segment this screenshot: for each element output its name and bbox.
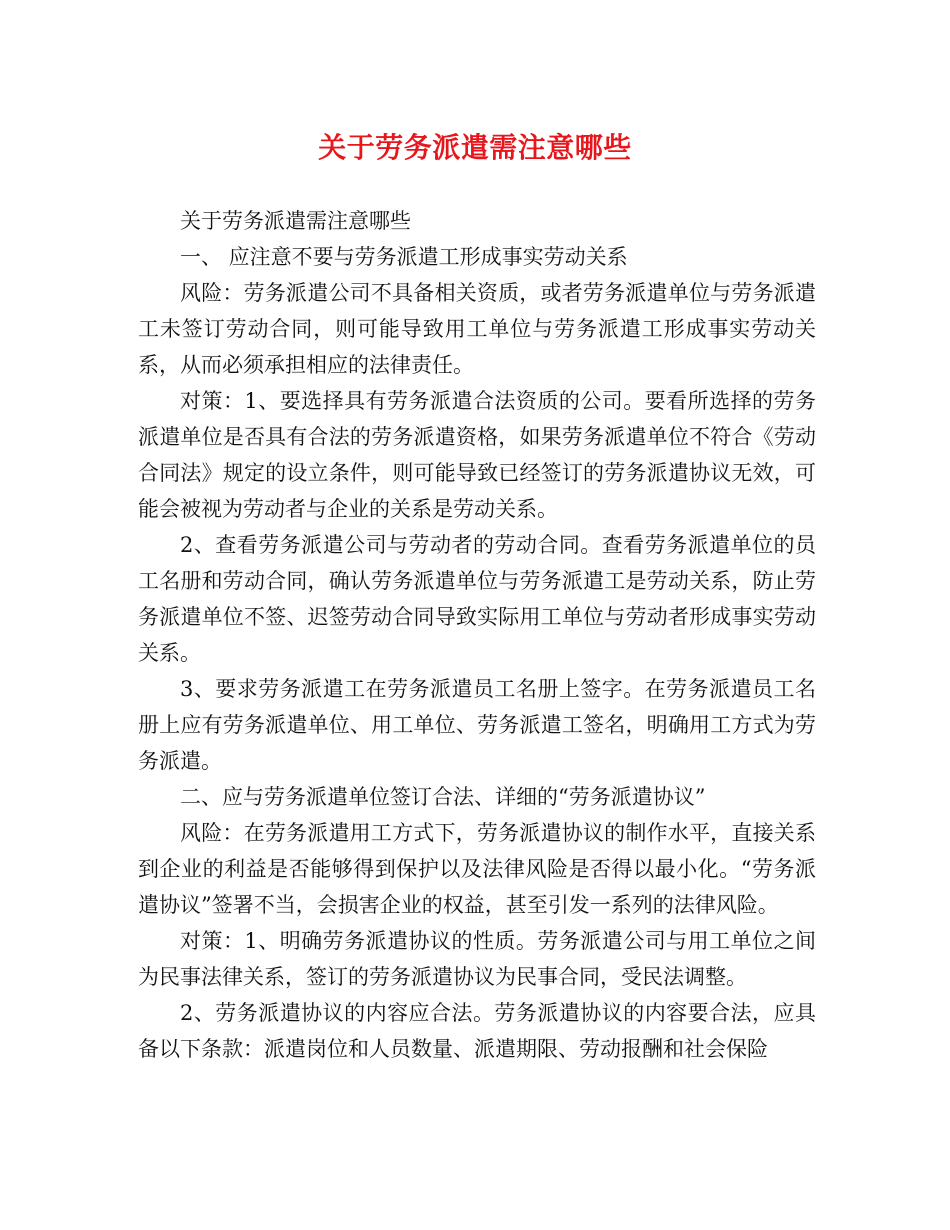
paragraph-section-2-heading: 二、应与劳务派遣单位签订合法、详细的“劳务派遣协议” <box>180 785 706 809</box>
paragraph-section-2-measure-1: 对策：1、明确劳务派遣协议的性质。劳务派遣公司与用工单位之间为民事法律关系，签订的劳务派遣协议为民事合同，受民法调整。 <box>138 929 816 989</box>
paragraph-section-1-measure-2: 2、查看劳务派遣公司与劳动者的劳动合同。查看劳务派遣单位的员工名册和劳动合同，确认劳务派遣单位与劳务派遣工是劳动关系，防止劳务派遣单位不签、迟签劳动合同导致实际用工单位与劳动者形成事实劳动关系。 <box>138 533 816 665</box>
document-title: 关于劳务派遣需注意哪些 <box>318 131 632 164</box>
paragraph-section-2-risk: 风险：在劳务派遣用工方式下，劳务派遣协议的制作水平，直接关系到企业的利益是否能够得到保护以及法律风险是否得以最小化。“劳务派遣协议”签署不当，会损害企业的权益，甚至引发一系列的法律风险。 <box>138 821 816 917</box>
paragraph-section-2-measure-2: 2、劳务派遣协议的内容应合法。劳务派遣协议的内容要合法，应具备以下条款：派遣岗位和人员数量、派遣期限、劳动报酬和社会保险 <box>138 1001 816 1061</box>
document-body <box>138 203 816 1067</box>
paragraph-section-1-risk: 风险：劳务派遣公司不具备相关资质，或者劳务派遣单位与劳务派遣工未签订劳动合同，则可能导致用工单位与劳务派遣工形成事实劳动关系，从而必须承担相应的法律责任。 <box>138 281 816 377</box>
paragraph-subtitle: 关于劳务派遣需注意哪些 <box>180 209 411 233</box>
paragraph-section-1-measure-3: 3、要求劳务派遣工在劳务派遣员工名册上签字。在劳务派遣员工名册上应有劳务派遣单位、用工单位、劳务派遣工签名，明确用工方式为劳务派遣。 <box>138 677 816 773</box>
paragraph-section-1-measure-1: 对策：1、要选择具有劳务派遣合法资质的公司。要看所选择的劳务派遣单位是否具有合法的劳务派遣资格，如果劳务派遣单位不符合《劳动合同法》规定的设立条件，则可能导致已经签订的劳务派遣协议无效，可能会被视为劳动者与企业的关系是劳动关系。 <box>138 389 816 521</box>
paragraph-section-1-heading: 一、 应注意不要与劳务派遣工形成事实劳动关系 <box>180 245 628 269</box>
